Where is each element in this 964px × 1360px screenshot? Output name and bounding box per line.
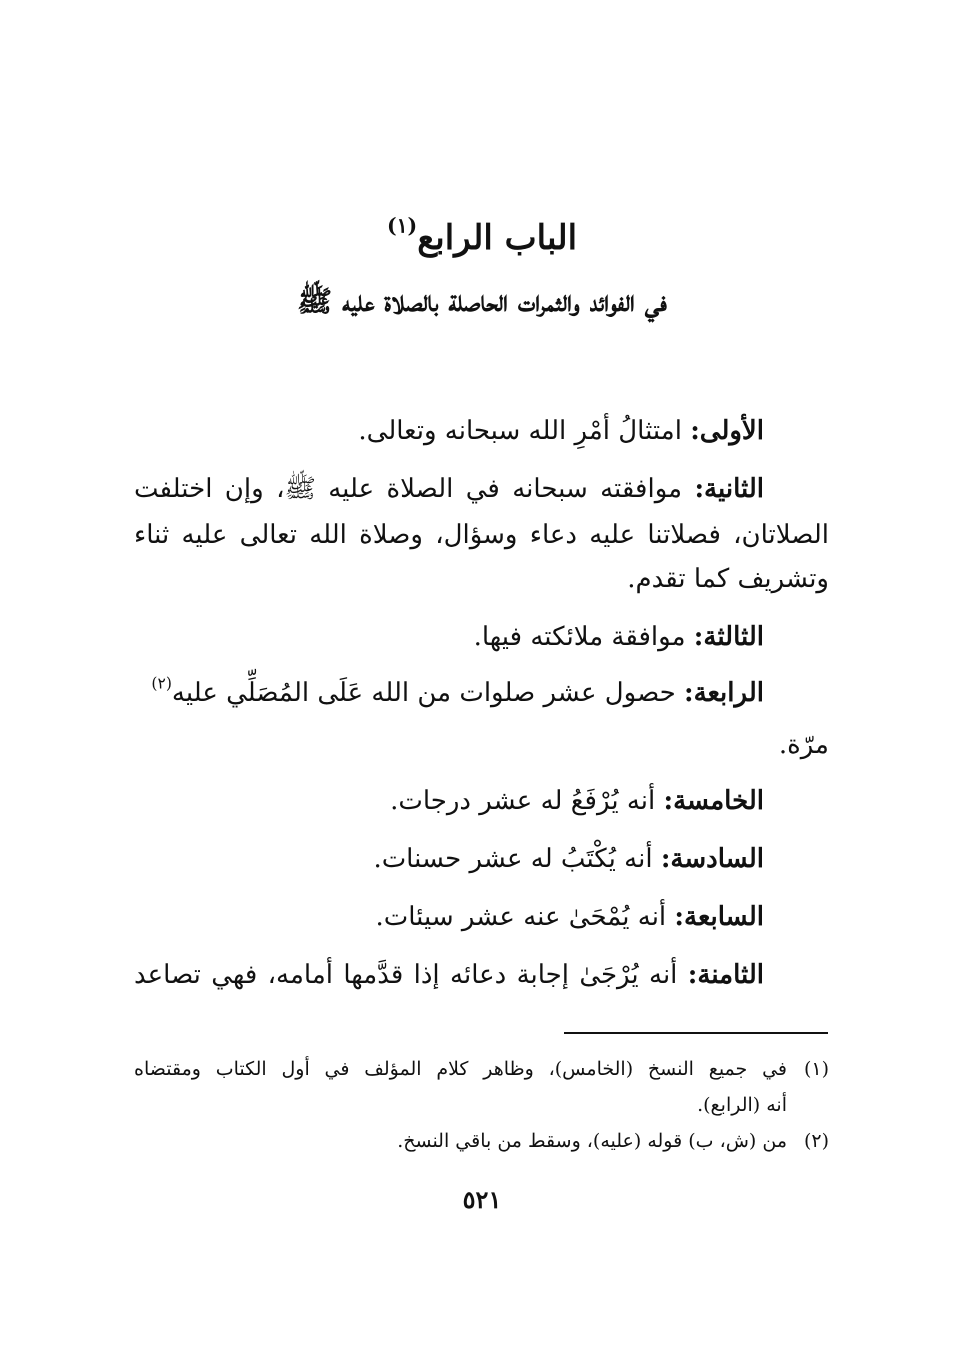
paragraph-text: أنه يُرْفَعُ له عشر درجات. (390, 786, 656, 816)
paragraph-fourth-line-2: مرّة. (778, 730, 829, 760)
paragraph-eighth (134, 962, 764, 988)
footnote-number: (١) (803, 1058, 829, 1080)
paragraph-text: أنه يُمْحَىٰ عنه عشر سيئات. (375, 902, 667, 932)
footnote-1 (134, 1060, 829, 1079)
footnote-text: في جميع النسخ (الخامس)، وظاهر كلام المؤلف في أول الكتاب ومقتضاه (134, 1058, 787, 1080)
page-number: ٥٢١ (462, 1185, 502, 1214)
paragraph-fifth (134, 788, 764, 814)
footnote-text: من (ش، ب) قوله (عليه)، وسقط من باقي النسخ. (397, 1130, 787, 1152)
footnote-1-line-2: أنه (الرابع). (697, 1094, 787, 1116)
chapter-title (120, 213, 844, 258)
footnote-number: (٢) (803, 1130, 829, 1152)
paragraph-text: أنه يُكْتَبُ له عشر حسنات. (373, 844, 653, 874)
paragraph-label: الرابعة: (683, 678, 764, 708)
paragraph-label: الخامسة: (663, 786, 764, 816)
paragraph-label: السادسة: (660, 844, 764, 874)
paragraph-fourth (134, 674, 764, 708)
paragraph-seventh (134, 904, 764, 930)
paragraph-text: امتثالُ أمْرِ الله سبحانه وتعالى. (358, 416, 682, 446)
footnote-2 (134, 1132, 829, 1151)
paragraph-label: الثالثة: (693, 622, 764, 652)
paragraph-text: حصول عشر صلوات من الله عَلَى المُصَلِّي عليه (171, 678, 676, 708)
paragraph-label: الثامنة: (687, 960, 765, 990)
paragraph-first (134, 418, 764, 444)
footnote-ref-2: (٢) (151, 674, 172, 693)
paragraph-sixth (134, 846, 764, 872)
chapter-subtitle: في الفوائد والثمرات الحاصلة بالصلاة عليه ﷺ (297, 284, 667, 318)
paragraph-second (134, 476, 829, 502)
paragraph-text: موافقته سبحانه في الصلاة عليه ﷺ، وإن اختلفت (134, 474, 683, 504)
footnote-separator (564, 1032, 828, 1034)
paragraph-second-line-2: الصلاتان، فصلاتنا عليه دعاء وسؤال، وصلاة الله تعالى عليه ثناء (134, 520, 829, 550)
paragraph-text: أنه يُرْجَىٰ إجابة دعائه إذا قدَّمها أمامه، فهي تصاعد (134, 960, 678, 990)
footnote-ref-1: (١) (386, 213, 418, 238)
paragraph-second-line-3: وتشريف كما تقدم. (627, 564, 829, 594)
paragraph-label: الأولى: (690, 416, 764, 446)
paragraph-text: موافقة ملائكته فيها. (473, 622, 686, 652)
chapter-title-text: الباب الرابع (417, 218, 578, 258)
paragraph-label: السابعة: (674, 902, 764, 932)
paragraph-label: الثانية: (694, 474, 764, 504)
paragraph-third (134, 624, 764, 650)
